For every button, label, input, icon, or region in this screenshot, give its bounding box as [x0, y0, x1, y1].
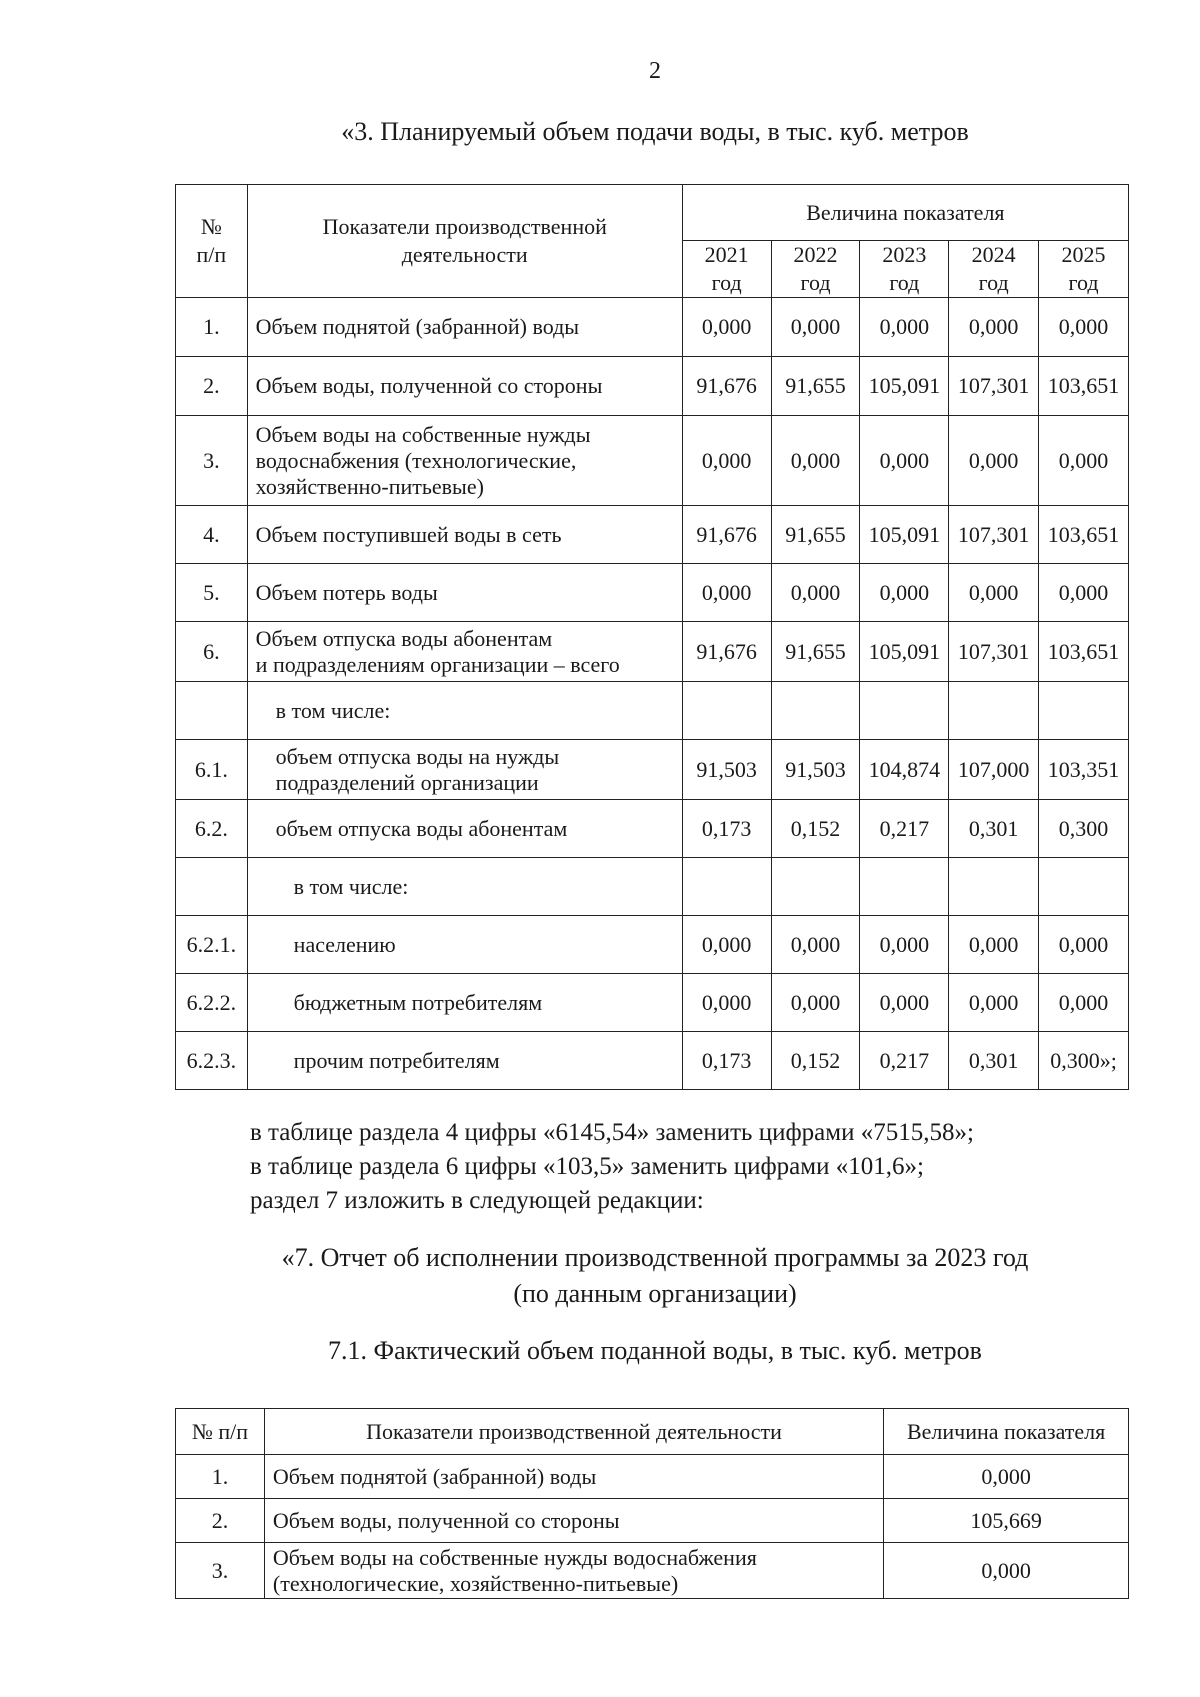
value-cell: 0,000: [771, 974, 860, 1032]
value-cell: 91,503: [682, 740, 771, 800]
value-cell: 91,655: [771, 506, 860, 564]
value-cell: 0,000: [949, 564, 1039, 622]
value-cell: 0,300»;: [1039, 1032, 1129, 1090]
header-num: № п/п: [176, 185, 248, 298]
row-number: 4.: [176, 506, 248, 564]
section7-title-line2: (по данным организации): [513, 1279, 797, 1308]
row-number: 2.: [176, 1499, 265, 1543]
table-row: [176, 858, 1129, 916]
value-cell: 91,676: [682, 622, 771, 682]
table-row: [176, 622, 1129, 682]
value-cell: 0,000: [949, 974, 1039, 1032]
value-cell: 105,091: [860, 622, 949, 682]
value-cell: 0,000: [1039, 916, 1129, 974]
table-row: [176, 1032, 1129, 1090]
value-cell: 0,000: [771, 916, 860, 974]
value-cell: 103,651: [1039, 506, 1129, 564]
header-value: Величина показателя: [884, 1409, 1129, 1455]
table-row: [176, 298, 1129, 357]
value-cell: 91,503: [771, 740, 860, 800]
value-cell: 105,091: [860, 357, 949, 416]
value-cell: 0,217: [860, 1032, 949, 1090]
value-cell: 105,091: [860, 506, 949, 564]
value-cell: 0,000: [860, 916, 949, 974]
value-cell: 0,000: [860, 416, 949, 506]
value-cell: 0,301: [949, 800, 1039, 858]
amendment-line: в таблице раздела 4 цифры «6145,54» заменить цифрами «7515,58»;: [250, 1119, 974, 1146]
row-number: [176, 682, 248, 740]
value-cell: [1039, 682, 1129, 740]
value-cell: [860, 858, 949, 916]
header-year: 2025 год: [1039, 241, 1129, 298]
row-number: 5.: [176, 564, 248, 622]
row-number: 3.: [176, 416, 248, 506]
value-cell: 0,152: [771, 1032, 860, 1090]
actual-water-supply-table: [175, 1408, 1129, 1599]
table-row: [176, 1543, 1129, 1599]
row-number: 6.2.3.: [176, 1032, 248, 1090]
indicator-name: в том числе:: [247, 682, 682, 740]
indicator-name: Объем отпуска воды абонентам и подразделениям организации – всего: [247, 622, 682, 682]
table-row: [176, 1455, 1129, 1499]
indicator-name: Объем воды на собственные нужды водоснабжения (технологические, хозяйственно-питьевые): [264, 1543, 883, 1599]
value-cell: [682, 858, 771, 916]
header-indicator: Показатели производственной деятельности: [264, 1409, 883, 1455]
value-cell: 0,000: [949, 298, 1039, 357]
table1-title: «3. Планируемый объем подачи воды, в тыс. куб. метров: [341, 117, 969, 146]
section7-title-line1: «7. Отчет об исполнении производственной программы за 2023 год: [281, 1243, 1029, 1272]
row-number: 6.2.: [176, 800, 248, 858]
value-cell: [771, 682, 860, 740]
amendment-line: в таблице раздела 6 цифры «103,5» заменить цифрами «101,6»;: [250, 1153, 924, 1180]
header-value-group: Величина показателя: [682, 185, 1128, 241]
value-cell: 0,173: [682, 1032, 771, 1090]
value-cell: 0,000: [884, 1455, 1129, 1499]
value-cell: 107,000: [949, 740, 1039, 800]
indicator-name: бюджетным потребителям: [247, 974, 682, 1032]
value-cell: 91,676: [682, 506, 771, 564]
value-cell: [1039, 858, 1129, 916]
value-cell: 103,651: [1039, 357, 1129, 416]
row-number: 1.: [176, 1455, 265, 1499]
value-cell: 103,651: [1039, 622, 1129, 682]
value-cell: [949, 682, 1039, 740]
value-cell: 0,000: [860, 298, 949, 357]
value-cell: 0,000: [1039, 416, 1129, 506]
value-cell: 0,300: [1039, 800, 1129, 858]
header-year: 2022 год: [771, 241, 860, 298]
value-cell: 0,000: [860, 564, 949, 622]
value-cell: [949, 858, 1039, 916]
header-year: 2024 год: [949, 241, 1039, 298]
table-row: [176, 506, 1129, 564]
indicator-name: Объем поступившей воды в сеть: [247, 506, 682, 564]
value-cell: 104,874: [860, 740, 949, 800]
value-cell: 0,217: [860, 800, 949, 858]
row-number: [176, 858, 248, 916]
indicator-name: в том числе:: [247, 858, 682, 916]
value-cell: 107,301: [949, 622, 1039, 682]
table-row: [176, 564, 1129, 622]
value-cell: 0,000: [949, 916, 1039, 974]
value-cell: 0,000: [771, 564, 860, 622]
value-cell: 0,000: [682, 298, 771, 357]
value-cell: [682, 682, 771, 740]
value-cell: 0,301: [949, 1032, 1039, 1090]
table-row: [176, 974, 1129, 1032]
value-cell: 0,173: [682, 800, 771, 858]
value-cell: 103,351: [1039, 740, 1129, 800]
value-cell: 91,655: [771, 622, 860, 682]
value-cell: 0,000: [860, 974, 949, 1032]
indicator-name: объем отпуска воды на нужды подразделений организации: [247, 740, 682, 800]
row-number: 1.: [176, 298, 248, 357]
value-cell: 0,000: [682, 564, 771, 622]
value-cell: 107,301: [949, 357, 1039, 416]
table-row: [176, 916, 1129, 974]
value-cell: 0,000: [682, 416, 771, 506]
value-cell: 0,000: [1039, 974, 1129, 1032]
value-cell: 107,301: [949, 506, 1039, 564]
value-cell: 105,669: [884, 1499, 1129, 1543]
value-cell: 91,676: [682, 357, 771, 416]
section7-title: [0, 1240, 1200, 1312]
row-number: 6.1.: [176, 740, 248, 800]
value-cell: 0,000: [682, 916, 771, 974]
amendment-line: раздел 7 изложить в следующей редакции:: [250, 1187, 704, 1214]
value-cell: [771, 858, 860, 916]
table-row: [176, 800, 1129, 858]
value-cell: 0,000: [771, 298, 860, 357]
value-cell: 0,000: [1039, 564, 1129, 622]
value-cell: 0,000: [949, 416, 1039, 506]
header-indicator: Показатели производственной деятельности: [247, 185, 682, 298]
indicator-name: прочим потребителям: [247, 1032, 682, 1090]
value-cell: 0,000: [771, 416, 860, 506]
row-number: 6.2.2.: [176, 974, 248, 1032]
table-row: [176, 740, 1129, 800]
value-cell: 0,152: [771, 800, 860, 858]
table-row: [176, 416, 1129, 506]
indicator-name: Объем поднятой (забранной) воды: [247, 298, 682, 357]
value-cell: 0,000: [1039, 298, 1129, 357]
value-cell: [860, 682, 949, 740]
indicator-name: населению: [247, 916, 682, 974]
indicator-name: Объем потерь воды: [247, 564, 682, 622]
table-row: [176, 1499, 1129, 1543]
indicator-name: Объем поднятой (забранной) воды: [264, 1455, 883, 1499]
row-number: 3.: [176, 1543, 265, 1599]
row-number: 6.2.1.: [176, 916, 248, 974]
table-row: [176, 682, 1129, 740]
table-row: [176, 357, 1129, 416]
planned-water-supply-table: [175, 184, 1129, 1090]
value-cell: 0,000: [884, 1543, 1129, 1599]
header-year: 2021 год: [682, 241, 771, 298]
indicator-name: Объем воды на собственные нужды водоснабжения (технологические, хозяйственно-питьевые): [247, 416, 682, 506]
amendment-text: [250, 1116, 974, 1218]
section71-title: 7.1. Фактический объем поданной воды, в тыс. куб. метров: [328, 1336, 982, 1365]
page-number: 2: [649, 58, 661, 84]
row-number: 2.: [176, 357, 248, 416]
value-cell: 91,655: [771, 357, 860, 416]
indicator-name: Объем воды, полученной со стороны: [264, 1499, 883, 1543]
row-number: 6.: [176, 622, 248, 682]
indicator-name: объем отпуска воды абонентам: [247, 800, 682, 858]
header-year: 2023 год: [860, 241, 949, 298]
header-num: № п/п: [176, 1409, 265, 1455]
value-cell: 0,000: [682, 974, 771, 1032]
indicator-name: Объем воды, полученной со стороны: [247, 357, 682, 416]
